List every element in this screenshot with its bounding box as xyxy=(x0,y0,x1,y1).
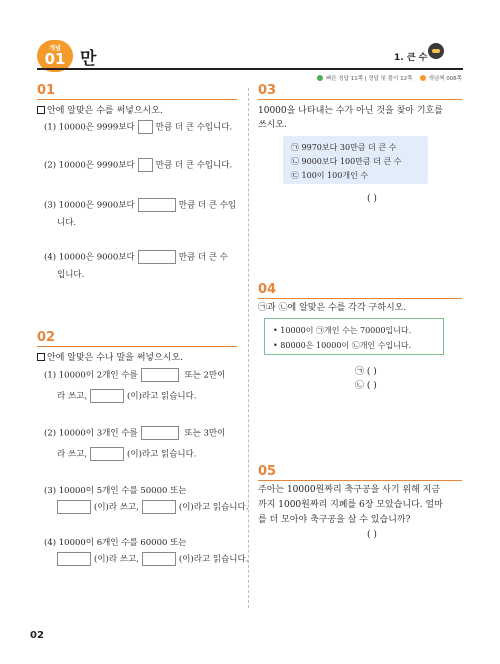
q02-item-1: (1) 10000이 2개인 수를 또는 2만이 xyxy=(44,368,225,382)
box-symbol xyxy=(37,106,45,114)
answer-blank[interactable] xyxy=(90,389,124,403)
q01-item-4-cont: 입니다. xyxy=(57,270,85,280)
answer-blank[interactable] xyxy=(141,426,179,440)
question-number-04: 04 xyxy=(258,282,277,297)
option-b: ㉡ 9000보다 100만큼 더 큰 수 xyxy=(291,157,402,166)
q02-item-2: (2) 10000이 3개인 수를 또는 3만이 xyxy=(44,426,225,440)
chapter-label: 1. 큰 수 xyxy=(394,53,428,63)
q01-item-2: (2) 10000은 9990보다 만큼 더 큰 수입니다. xyxy=(44,158,232,172)
question-rule xyxy=(37,99,237,100)
question-rule xyxy=(37,346,237,347)
instruction: ㉠과 ㉡에 알맞은 수를 각각 구하시오. xyxy=(258,303,407,313)
question-number-03: 03 xyxy=(258,83,277,98)
answer-blank[interactable] xyxy=(138,120,153,134)
answer-icon xyxy=(317,75,323,81)
page-title: 만 xyxy=(80,49,97,69)
answer-b[interactable]: ㉡ ( ) xyxy=(355,381,377,391)
options-box xyxy=(283,136,428,184)
answer-blank[interactable] xyxy=(138,250,176,264)
answer-reference: 빠른 정답 11쪽 | 정답 및 풀이 12쪽 xyxy=(325,76,413,82)
option-a: ㉠ 9970보다 30만큼 더 큰 수 xyxy=(291,143,397,152)
q02-item-1-cont: 라 쓰고, (이)라고 읽습니다. xyxy=(57,389,197,403)
question-text-line-2: 까지 1000원짜리 지폐를 6장 모았습니다. 얼마 xyxy=(258,500,443,510)
answer-blank[interactable] xyxy=(141,368,179,382)
answer-blank[interactable] xyxy=(142,552,176,566)
answer-blank[interactable] xyxy=(57,500,91,514)
question-rule xyxy=(258,99,462,100)
question-text-line-2: 쓰시오. xyxy=(258,120,287,130)
page-number: 02 xyxy=(30,630,44,641)
mascot-icon xyxy=(428,43,444,59)
question-rule xyxy=(258,298,462,299)
fact-2: • 80000은 10000이 ㉡개인 수입니다. xyxy=(273,341,412,350)
instruction: 안에 알맞은 수를 써넣으시오. xyxy=(37,103,163,116)
question-number-01: 01 xyxy=(37,83,56,98)
question-text-line-1: 10000을 나타내는 수가 아닌 것을 찾아 기호를 xyxy=(258,106,443,116)
q02-item-4: (4) 10000이 6개인 수를 60000 또는 xyxy=(44,538,187,548)
concept-book-reference: 개념책 008쪽 xyxy=(428,76,462,82)
q02-item-3-cont: (이)라 쓰고, (이)라고 읽습니다. xyxy=(54,500,248,514)
answer-a[interactable]: ㉠ ( ) xyxy=(355,367,377,377)
answer-blank[interactable] xyxy=(142,500,176,514)
answer-blank[interactable] xyxy=(138,158,153,172)
q02-item-2-cont: 라 쓰고, (이)라고 읽습니다. xyxy=(57,447,197,461)
book-icon xyxy=(420,75,426,81)
question-text-line-3: 를 더 모아야 축구공을 살 수 있습니까? xyxy=(258,515,411,525)
question-number-05: 05 xyxy=(258,464,277,479)
q02-item-3: (3) 10000이 5개인 수를 50000 또는 xyxy=(44,486,187,496)
question-rule xyxy=(258,480,462,481)
box-symbol xyxy=(37,353,45,361)
question-number-02: 02 xyxy=(37,330,56,345)
column-divider xyxy=(248,88,249,608)
question-text-line-1: 주아는 10000원짜리 축구공을 사기 위해 지금 xyxy=(258,485,441,495)
instruction: 안에 알맞은 수나 말을 써넣으시오. xyxy=(37,350,183,363)
answer-parentheses[interactable]: ( ) xyxy=(367,530,377,540)
reference-line xyxy=(317,74,462,82)
fact-1: • 10000이 ㉠개인 수는 70000입니다. xyxy=(273,326,412,335)
option-c: ㉢ 100이 100개인 수 xyxy=(291,171,369,180)
answer-blank[interactable] xyxy=(57,552,91,566)
header-divider xyxy=(37,68,463,70)
answer-parentheses[interactable]: ( ) xyxy=(367,194,377,204)
badge-label: 개념 xyxy=(49,45,61,52)
info-box xyxy=(264,318,444,355)
q01-item-3-cont: 니다. xyxy=(57,218,77,228)
badge-number: 01 xyxy=(44,50,66,68)
q01-item-1: (1) 10000은 9999보다 만큼 더 큰 수입니다. xyxy=(44,120,232,134)
q01-item-4: (4) 10000은 9000보다 만큼 더 큰 수 xyxy=(44,250,228,264)
answer-blank[interactable] xyxy=(138,198,176,212)
answer-blank[interactable] xyxy=(90,447,124,461)
q02-item-4-cont: (이)라 쓰고, (이)라고 읽습니다. xyxy=(54,552,248,566)
q01-item-3: (3) 10000은 9900보다 만큼 더 큰 수입 xyxy=(44,198,236,212)
